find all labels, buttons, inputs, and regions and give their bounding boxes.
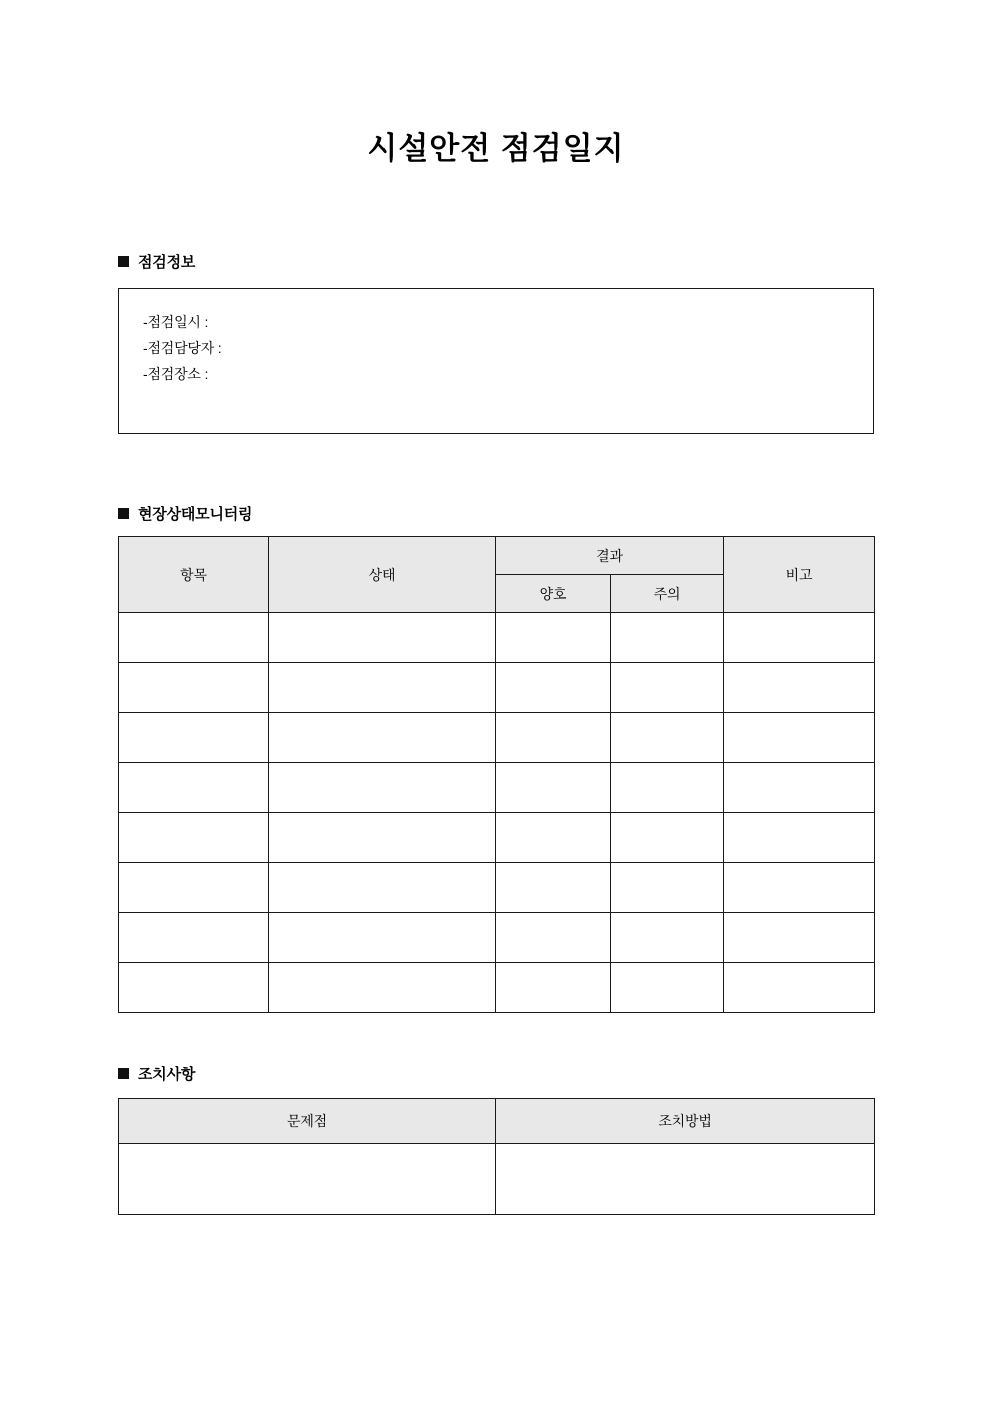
cell-result-caution[interactable]	[611, 663, 724, 713]
cell-status[interactable]	[269, 713, 496, 763]
cell-result-caution[interactable]	[611, 713, 724, 763]
table-row	[119, 913, 875, 963]
column-header-result-caution: 주의	[611, 575, 724, 613]
section-heading-inspection-info	[118, 251, 195, 272]
cell-status[interactable]	[269, 963, 496, 1013]
section-heading-label: 현장상태모니터링	[138, 506, 253, 523]
cell-item[interactable]	[119, 963, 269, 1013]
section-heading-site-monitoring	[118, 503, 252, 524]
info-field-location[interactable]: -점검장소 :	[143, 366, 209, 382]
cell-item[interactable]	[119, 613, 269, 663]
page-title: 시설안전 점검일지	[367, 131, 625, 166]
cell-remarks[interactable]	[724, 913, 875, 963]
table-row	[119, 663, 875, 713]
table-row	[119, 613, 875, 663]
info-field-datetime[interactable]: -점검일시 :	[143, 314, 209, 330]
site-monitoring-table	[118, 536, 875, 1013]
column-header-problem: 문제점	[119, 1099, 496, 1144]
table-row	[119, 813, 875, 863]
cell-remarks[interactable]	[724, 713, 875, 763]
cell-result-caution[interactable]	[611, 763, 724, 813]
action-items-table	[118, 1098, 875, 1215]
cell-result-good[interactable]	[496, 613, 611, 663]
cell-method[interactable]	[496, 1144, 875, 1215]
cell-remarks[interactable]	[724, 963, 875, 1013]
column-header-result: 결과	[496, 537, 724, 575]
cell-status[interactable]	[269, 913, 496, 963]
cell-result-good[interactable]	[496, 763, 611, 813]
cell-item[interactable]	[119, 863, 269, 913]
table-row	[119, 1144, 875, 1215]
cell-remarks[interactable]	[724, 663, 875, 713]
cell-result-caution[interactable]	[611, 913, 724, 963]
table-header-row	[119, 1099, 875, 1144]
cell-item[interactable]	[119, 713, 269, 763]
section-heading-label: 조치사항	[138, 1066, 196, 1083]
info-field-inspector[interactable]: -점검담당자 :	[143, 340, 222, 356]
cell-result-good[interactable]	[496, 713, 611, 763]
cell-status[interactable]	[269, 763, 496, 813]
cell-item[interactable]	[119, 663, 269, 713]
table-row	[119, 863, 875, 913]
cell-status[interactable]	[269, 813, 496, 863]
cell-remarks[interactable]	[724, 813, 875, 863]
table-row	[119, 963, 875, 1013]
cell-item[interactable]	[119, 913, 269, 963]
cell-result-good[interactable]	[496, 863, 611, 913]
cell-status[interactable]	[269, 863, 496, 913]
cell-result-good[interactable]	[496, 963, 611, 1013]
column-header-method: 조치방법	[496, 1099, 875, 1144]
table-row	[119, 763, 875, 813]
cell-result-caution[interactable]	[611, 863, 724, 913]
cell-result-caution[interactable]	[611, 963, 724, 1013]
cell-remarks[interactable]	[724, 863, 875, 913]
column-header-item: 항목	[119, 537, 269, 613]
table-header	[119, 1099, 875, 1144]
cell-status[interactable]	[269, 613, 496, 663]
cell-problem[interactable]	[119, 1144, 496, 1215]
bullet-square-icon	[118, 508, 129, 519]
section-heading-action-items	[118, 1063, 195, 1084]
cell-status[interactable]	[269, 663, 496, 713]
cell-result-caution[interactable]	[611, 613, 724, 663]
table-body	[119, 1144, 875, 1215]
section-heading-label: 점검정보	[138, 254, 196, 271]
bullet-square-icon	[118, 1068, 129, 1079]
column-header-status: 상태	[269, 537, 496, 613]
table-header	[119, 537, 875, 613]
cell-remarks[interactable]	[724, 613, 875, 663]
cell-item[interactable]	[119, 763, 269, 813]
cell-result-caution[interactable]	[611, 813, 724, 863]
column-header-remarks: 비고	[724, 537, 875, 613]
table-body	[119, 613, 875, 1013]
cell-result-good[interactable]	[496, 913, 611, 963]
table-header-row-top	[119, 537, 875, 575]
bullet-square-icon	[118, 256, 129, 267]
table-row	[119, 713, 875, 763]
cell-remarks[interactable]	[724, 763, 875, 813]
cell-item[interactable]	[119, 813, 269, 863]
cell-result-good[interactable]	[496, 813, 611, 863]
inspection-info-box	[118, 288, 874, 434]
cell-result-good[interactable]	[496, 663, 611, 713]
column-header-result-good: 양호	[496, 575, 611, 613]
